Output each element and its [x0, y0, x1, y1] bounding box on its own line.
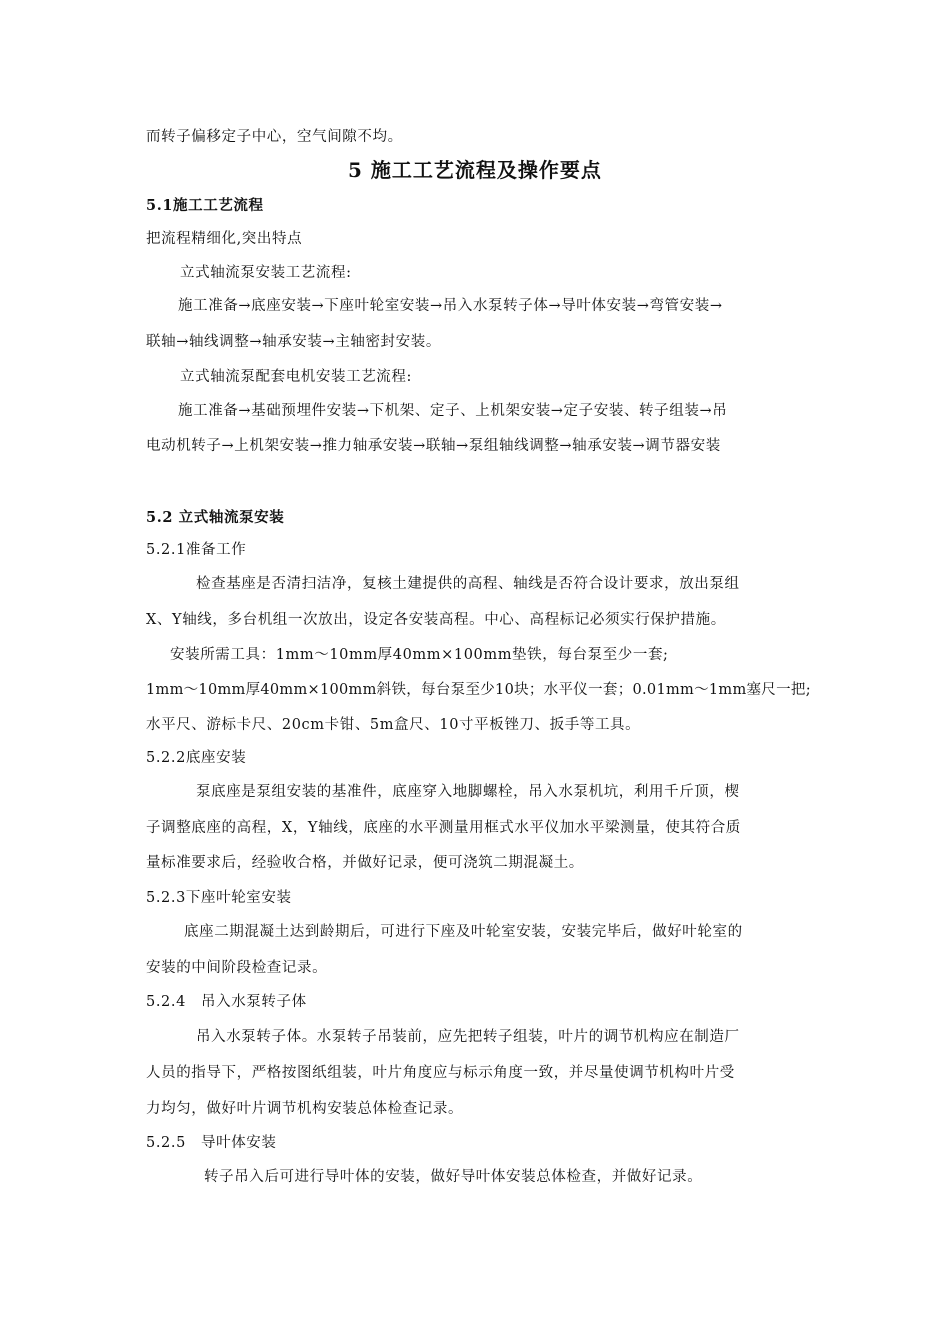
process-flow-line: 联轴→轴线调整→轴承安装→主轴密封安装。 [146, 334, 441, 350]
subsection-heading: 5.2.2底座安装 [146, 750, 247, 766]
process-flow-line: 施工准备→底座安装→下座叶轮室安装→吊入水泵转子体→导叶体安装→弯管安装→ [178, 298, 723, 314]
subsection-heading: 5.2.5 导叶体安装 [146, 1135, 277, 1151]
section-title: 5 施工工艺流程及操作要点 [348, 158, 602, 182]
paragraph-line: 把流程精细化,突出特点 [146, 231, 303, 247]
paragraph-line: 人员的指导下，严格按图纸组装，叶片角度应与标示角度一致，并尽量使调节机构叶片受 [146, 1065, 735, 1081]
subsection-heading: 5.2.4 吊入水泵转子体 [146, 994, 307, 1010]
paragraph-line: 1mm～10mm厚40mm×100mm斜铁，每台泵至少10块；水平仪一套；0.01mm～1mm塞尺一把; [146, 682, 811, 698]
paragraph-line: 检查基座是否清扫洁净，复核土建提供的高程、轴线是否符合设计要求，放出泵组 [196, 576, 740, 592]
subsection-heading: 5.2.1准备工作 [146, 542, 247, 558]
paragraph-line: 立式轴流泵配套电机安装工艺流程: [180, 369, 412, 385]
paragraph-line: X、Y轴线，多台机组一次放出，设定各安装高程。中心、高程标记必须实行保护措施。 [146, 612, 726, 628]
paragraph-line: 泵底座是泵组安装的基准件，底座穿入地脚螺栓，吊入水泵机坑，利用千斤顶，楔 [196, 784, 740, 800]
paragraph-line: 子调整底座的高程，X，Y轴线，底座的水平测量用框式水平仪加水平梁测量，使其符合质 [146, 820, 741, 836]
process-flow-line: 电动机转子→上机架安装→推力轴承安装→联轴→泵组轴线调整→轴承安装→调节器安装 [146, 438, 721, 454]
paragraph-line: 转子吊入后可进行导叶体的安装，做好导叶体安装总体检查，并做好记录。 [204, 1169, 703, 1185]
paragraph-line: 力均匀，做好叶片调节机构安装总体检查记录。 [146, 1101, 464, 1117]
paragraph-line: 立式轴流泵安装工艺流程: [180, 265, 352, 281]
paragraph-line: 底座二期混凝土达到龄期后，可进行下座及叶轮室安装，安装完毕后，做好叶轮室的 [184, 924, 743, 940]
paragraph-line: 而转子偏移定子中心，空气间隙不均。 [146, 129, 403, 145]
subsection-heading: 5.1施工工艺流程 [146, 197, 264, 214]
paragraph-line: 吊入水泵转子体。水泵转子吊装前，应先把转子组装，叶片的调节机构应在制造厂 [196, 1029, 740, 1045]
subsection-heading: 5.2 立式轴流泵安装 [146, 509, 285, 526]
paragraph-line: 量标准要求后，经验收合格，并做好记录，便可浇筑二期混凝土。 [146, 855, 584, 871]
subsection-heading: 5.2.3下座叶轮室安装 [146, 890, 292, 906]
paragraph-line: 水平尺、游标卡尺、20cm卡钳、5m盒尺、10寸平板锉刀、扳手等工具。 [146, 717, 641, 733]
process-flow-line: 施工准备→基础预埋件安装→下机架、定子、上机架安装→定子安装、转子组装→吊 [178, 403, 728, 419]
paragraph-line: 安装所需工具：1mm～10mm厚40mm×100mm垫铁，每台泵至少一套; [170, 647, 669, 663]
paragraph-line: 安装的中间阶段检查记录。 [146, 960, 328, 976]
